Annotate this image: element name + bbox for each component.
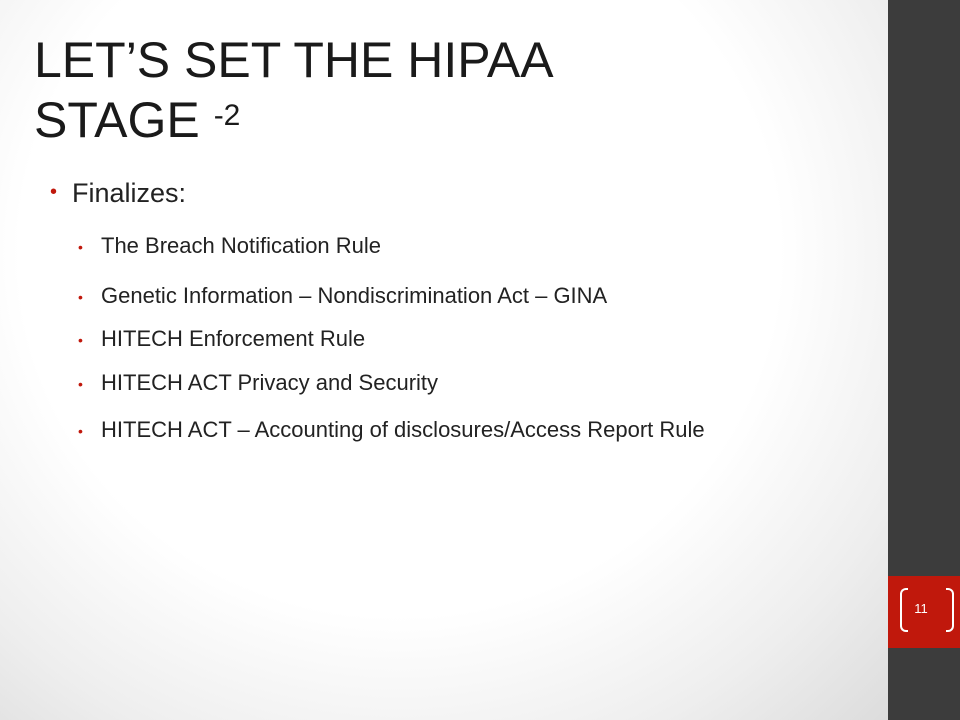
bullet-finalizes bbox=[50, 178, 187, 209]
bullet-icon: • bbox=[78, 332, 83, 348]
bullet-text: HITECH ACT Privacy and Security bbox=[101, 370, 439, 395]
bullet-text: HITECH ACT – Accounting of disclosures/Access Report Rule bbox=[101, 417, 705, 442]
bullet-icon: • bbox=[78, 423, 83, 439]
title-line-2: STAGE bbox=[34, 92, 200, 148]
page-number-box bbox=[888, 576, 960, 648]
bullet-icon: • bbox=[78, 376, 83, 392]
sub-bullet-gina bbox=[78, 281, 821, 311]
bullet-text: HITECH Enforcement Rule bbox=[101, 326, 366, 351]
bullet-text: The Breach Notification Rule bbox=[101, 233, 382, 258]
bullet-icon: • bbox=[78, 289, 83, 305]
bullet-text: Finalizes: bbox=[72, 178, 187, 208]
bullet-icon: • bbox=[78, 239, 83, 255]
sub-bullet-breach-rule bbox=[78, 231, 821, 261]
sub-bullet-privacy-security bbox=[78, 368, 821, 398]
page-number: 11 bbox=[914, 601, 928, 616]
title-line-1: LET’S SET THE HIPAA bbox=[34, 32, 554, 88]
sub-bullet-enforcement bbox=[78, 324, 821, 354]
bullet-icon: • bbox=[50, 181, 58, 203]
title-superscript: -2 bbox=[213, 99, 241, 132]
bullet-text: Genetic Information – Nondiscrimination Act – GINA bbox=[101, 283, 608, 308]
slide-title bbox=[34, 30, 554, 150]
sub-bullet-accounting bbox=[78, 415, 811, 445]
